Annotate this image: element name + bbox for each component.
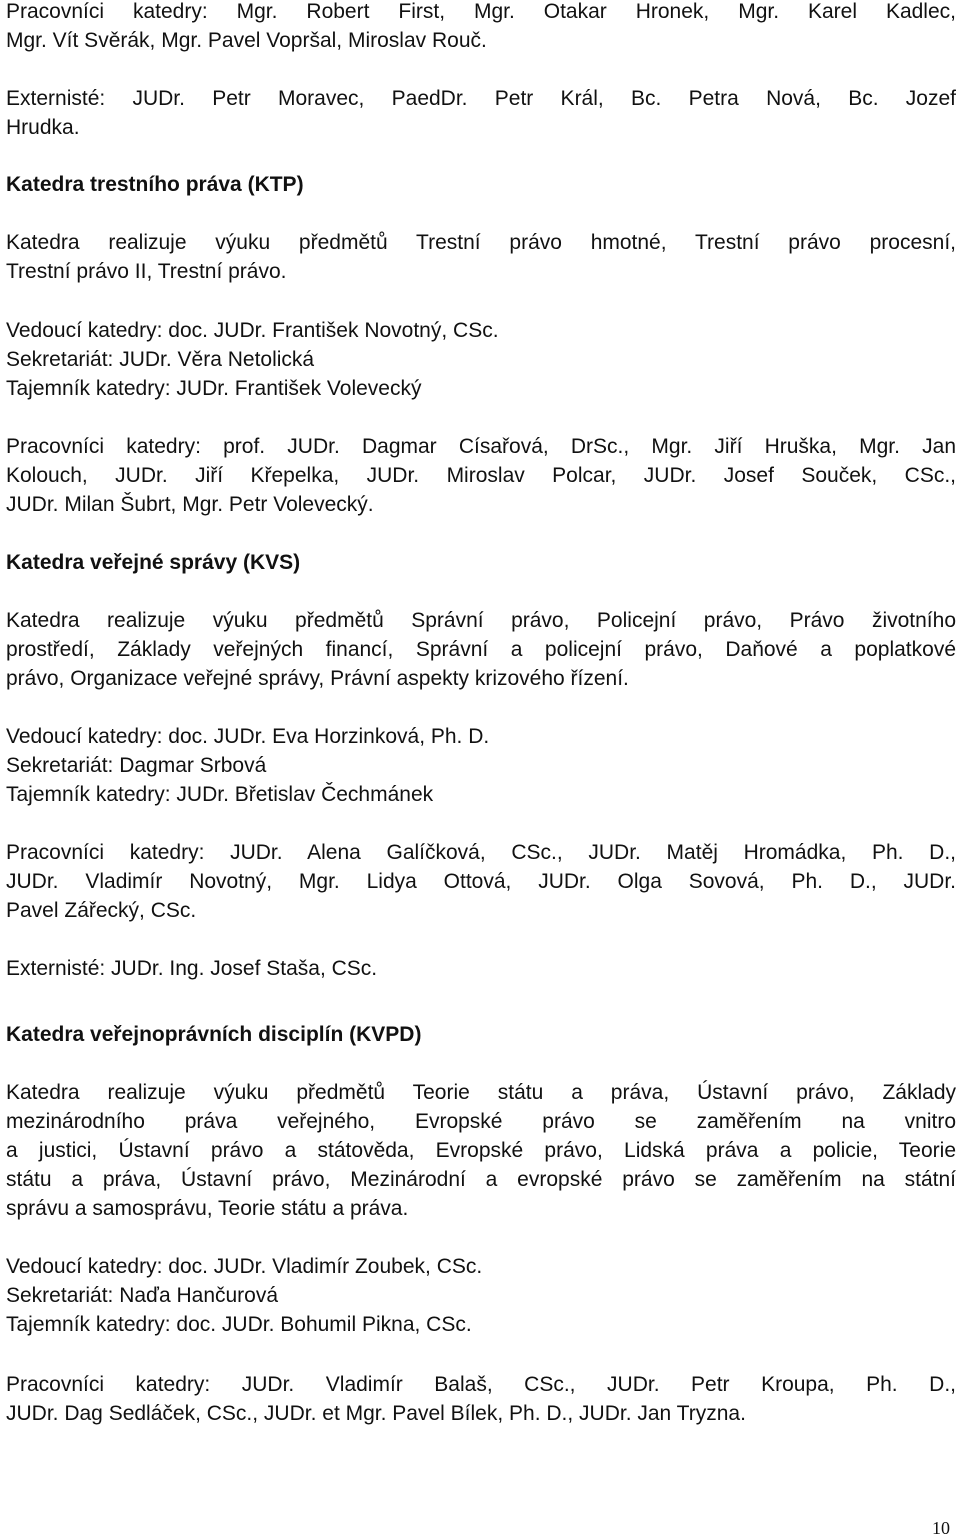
kvs-staff-line: JUDr. Vladimír Novotný, Mgr. Lidya Ottová, JUDr. Olga Sovová, Ph. D., JUDr. xyxy=(6,870,956,893)
kvs-description-line: prostředí, Základy veřejných financí, Správní a policejní právo, Daňové a poplatkové xyxy=(6,638,956,661)
ktp-description-line: Katedra realizuje výuku předmětů Trestní právo hmotné, Trestní právo procesní, xyxy=(6,231,956,254)
externists-text-line: Hrudka. xyxy=(6,116,80,139)
page-number: 10 xyxy=(932,1518,950,1538)
kvs-head-of-department: Vedoucí katedry: doc. JUDr. Eva Horzinková, Ph. D. xyxy=(6,725,490,748)
kvs-externists: Externisté: JUDr. Ing. Josef Staša, CSc. xyxy=(6,957,378,980)
staff-text-line: Pracovníci katedry: Mgr. Robert First, Mgr. Otakar Hronek, Mgr. Karel Kadlec, xyxy=(6,0,956,23)
kvpd-description-line: a justici, Ústavní právo a státověda, Evropské právo, Lidská práva a policie, Teorie xyxy=(6,1139,956,1162)
kvpd-staff-line: Pracovníci katedry: JUDr. Vladimír Balaš, CSc., JUDr. Petr Kroupa, Ph. D., xyxy=(6,1373,956,1396)
kvs-description-line: právo, Organizace veřejné správy, Právní aspekty krizového řízení. xyxy=(6,667,629,690)
section-heading-kvpd: Katedra veřejnoprávních disciplín (KVPD) xyxy=(6,1023,422,1046)
ktp-staff-line: Kolouch, JUDr. Jiří Křepelka, JUDr. Miroslav Polcar, JUDr. Josef Souček, CSc., xyxy=(6,464,956,487)
kvs-secretary: Tajemník katedry: JUDr. Břetislav Čechmánek xyxy=(6,783,434,806)
kvs-description-line: Katedra realizuje výuku předmětů Správní právo, Policejní právo, Právo životního xyxy=(6,609,956,632)
kvpd-description-line: státu a práva, Ústavní právo, Mezinárodní a evropské právo se zaměřením na státní xyxy=(6,1168,956,1191)
section-heading-kvs: Katedra veřejné správy (KVS) xyxy=(6,551,301,574)
kvpd-description-line: správu a samosprávu, Teorie státu a práva. xyxy=(6,1197,409,1220)
ktp-staff-line: Pracovníci katedry: prof. JUDr. Dagmar Císařová, DrSc., Mgr. Jiří Hruška, Mgr. Jan xyxy=(6,435,956,458)
kvpd-description-line: mezinárodního práva veřejného, Evropské právo se zaměřením na vnitro xyxy=(6,1110,956,1133)
ktp-secretary: Tajemník katedry: JUDr. František Volevecký xyxy=(6,377,422,400)
kvpd-description-line: Katedra realizuje výuku předmětů Teorie státu a práva, Ústavní právo, Základy xyxy=(6,1081,956,1104)
kvs-staff-line: Pavel Zářecký, CSc. xyxy=(6,899,197,922)
externists-text-line: Externisté: JUDr. Petr Moravec, PaedDr. Petr Král, Bc. Petra Nová, Bc. Jozef xyxy=(6,87,956,110)
kvpd-secretariat: Sekretariát: Naďa Hančurová xyxy=(6,1284,279,1307)
kvs-secretariat: Sekretariát: Dagmar Srbová xyxy=(6,754,267,777)
ktp-head-of-department: Vedoucí katedry: doc. JUDr. František Novotný, CSc. xyxy=(6,319,499,342)
ktp-staff-line: JUDr. Milan Šubrt, Mgr. Petr Volevecký. xyxy=(6,493,374,516)
section-heading-ktp: Katedra trestního práva (KTP) xyxy=(6,173,304,196)
kvpd-secretary: Tajemník katedry: doc. JUDr. Bohumil Pikna, CSc. xyxy=(6,1313,472,1336)
ktp-secretariat: Sekretariát: JUDr. Věra Netolická xyxy=(6,348,315,371)
kvs-staff-line: Pracovníci katedry: JUDr. Alena Galíčková, CSc., JUDr. Matěj Hromádka, Ph. D., xyxy=(6,841,956,864)
kvpd-head-of-department: Vedoucí katedry: doc. JUDr. Vladimír Zoubek, CSc. xyxy=(6,1255,483,1278)
staff-text-line: Mgr. Vít Svěrák, Mgr. Pavel Vopršal, Miroslav Rouč. xyxy=(6,29,487,52)
kvpd-staff-line: JUDr. Dag Sedláček, CSc., JUDr. et Mgr. Pavel Bílek, Ph. D., JUDr. Jan Tryzna. xyxy=(6,1402,746,1425)
ktp-description-line: Trestní právo II, Trestní právo. xyxy=(6,260,287,283)
